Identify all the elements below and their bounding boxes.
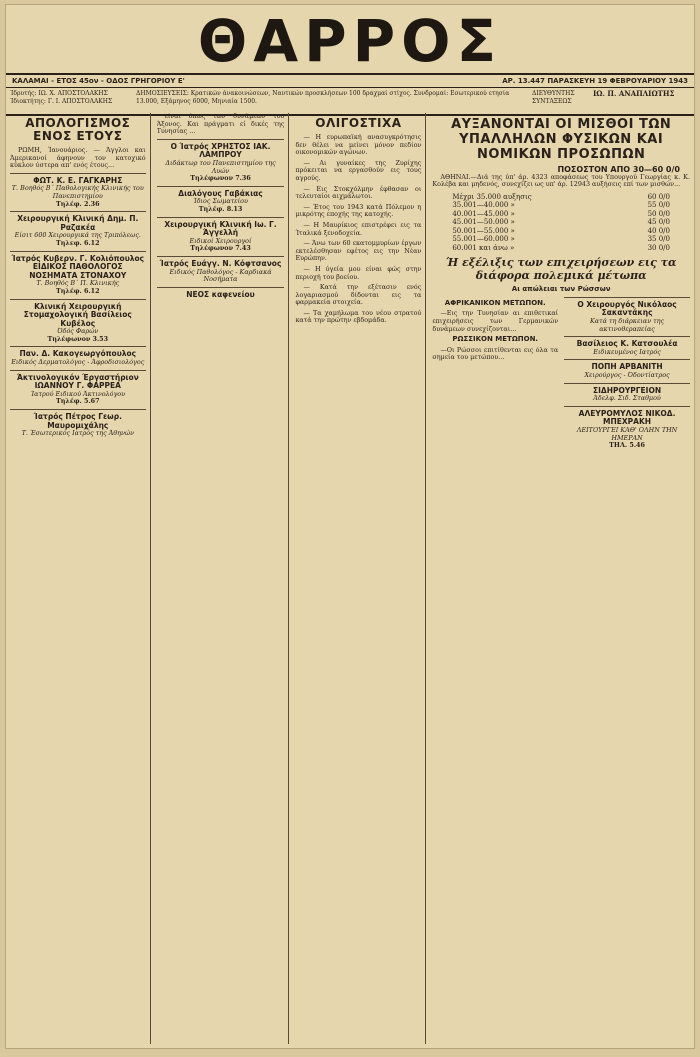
ad-title: ΠΟΠΗ ΑΡΒΑΝΙΤΗ [591, 362, 663, 372]
col1-ad-3 [10, 251, 146, 299]
ad-title: Χειρουργική Κλινική Ιω. Γ. Άγγελλή [164, 219, 277, 238]
col1-ad-6 [10, 370, 146, 409]
ad-title: ΝΕΟΣ καφενείου [186, 289, 255, 299]
table-cell: 30 0/0 [647, 243, 670, 252]
publisher-bar [6, 88, 694, 116]
col1-ad-2 [10, 211, 146, 250]
col4-ad-1 [564, 297, 690, 336]
article-continuation-2: είναι όπως των δυνάμεων του Άξονος. Και πράγματι εί δικές της Τυνησίας ... [156, 113, 285, 136]
war-subcolumns [432, 297, 690, 453]
brief-item: — Η Μαυρίκιος επιστρέφει εις τα Ίταλικά ξενοδοχεία. [295, 220, 422, 237]
col1-ad-5 [10, 346, 146, 369]
col2-ad-4 [157, 256, 285, 287]
table-cell: 40.001—45.000 » [452, 209, 515, 218]
ad-title: ΣΙΔΗΡΟΥΡΓΕΙΟΝ [592, 385, 662, 395]
ad-text: Όδός Φαρών [57, 327, 99, 336]
ad-title: Ο Χειρουργός Νικόλαος Σακαντάκης [577, 299, 677, 318]
table-cell: 45.001—50.000 » [452, 218, 515, 227]
newspaper-page [5, 4, 695, 1049]
col1-ad-7 [10, 409, 146, 441]
article-heading-3: ΟΛΙΓΟΣΤΙΧΑ [315, 116, 402, 130]
ad-text: Τ. Έσωτερικός Ιατρός της Άθηνών [21, 429, 134, 438]
ad-title: Ο Ίατρός ΧΡΗΣΤΟΣ ΙΑΚ. ΛΑΜΠΡΟΥ [170, 141, 271, 160]
table-cell: 35 0/0 [647, 235, 670, 244]
ad-title: ΑΛΕΥΡΟΜΥΛΟΣ ΝΙΚΟΔ. ΜΠΕΧΡΑΚΗ [578, 408, 676, 427]
col2-ad-5 [157, 287, 285, 303]
col2-ad-1 [157, 139, 285, 186]
column-4 [432, 113, 690, 1044]
owner-line: Ίδιοκτήτης: Γ. Ι. ΑΠΟΣΤΟΛΑΚΗΣ [10, 98, 113, 105]
col4-ad-5 [564, 406, 690, 453]
ad-title: Ίατρός Πέτρος Γεωρ. Μαυρομιχάλης [33, 412, 122, 430]
info-left: ΚΑΛΑΜΑΙ - ΕΤΟΣ 45ον - ΟΔΟΣ ΓΡΗΓΟΡΙΟΥ Ε' [12, 77, 185, 85]
col2-ad-3 [157, 217, 285, 256]
african-front-text: —Εις την Τυνησίαν αι επιθετικαί επιχειρήσεις των Γερμανικών δυνάμεων συνεχίζονται... [432, 309, 559, 333]
ad-text: Τ. Βοηθός Β΄ Παθολογικής Κλινικής του Πανεπιστημίου [11, 184, 144, 200]
col4-ad-4 [564, 383, 690, 406]
article-heading-4: ΑΥΞΑΝΟΝΤΑΙ ΟΙ ΜΙΣΘΟΙ ΤΩΝ ΥΠΑΛΛΗΛΩΝ ΦΥΣΙΚΩΝ ΚΑΙ ΝΟΜΙΚΩΝ ΠΡΟΣΩΠΩΝ [451, 117, 672, 162]
ad-phone: Τηλέφ. 5.67 [56, 397, 100, 406]
war-fronts-heading: Ή εξέλιξις των επιχειρήσεων εις τα διάφορα πολεμικά μέτωπα [445, 256, 677, 283]
ad-phone: ΤΗΛ. 5.46 [609, 441, 645, 450]
table-cell: 60 0/0 [647, 192, 670, 201]
ad-text: Είσιτ 600 Χειρουργικά της Τριπόλεως. [14, 231, 141, 240]
editor-name: ΙΩ. Π. ΑΝΑΠΛΙΩΤΗΣ [593, 90, 675, 98]
ad-title: Βασίλειος Κ. Κατσουλέα [576, 339, 678, 349]
ad-title: ΦΩΤ. Κ. Ε. ΓΑΓΚΑΡΗΣ [33, 175, 123, 185]
brief-item: — Εις Στοκχόλμην έφθασαν οι τελευταίοι αιχμάλωτοι. [295, 184, 422, 201]
table-cell: 60.001 και άνω » [452, 243, 515, 252]
russian-losses-heading: Αι απώλειαι των Ρώσσων [511, 285, 611, 294]
col1-ad-4 [10, 299, 146, 347]
russian-front-text: —Οι Ρώσσοι επιτίθενται εις όλα τα σημεία του μετώπου... [432, 345, 559, 362]
article-lead-1: ΡΩΜΗ, Ίανουάριος. — Άγγλοι και Άμερικανοί άφηνουν τον κατοχικό κύκλον ύστερα απ' ενός έτους... [10, 146, 146, 170]
ad-phone: Τηλέφωνον 7.36 [190, 174, 251, 183]
ad-title: Κλινική Χειρουργική Στομαχολογική Βασίλειος Κυβέλος [23, 301, 132, 328]
ad-title: Ίατρός Ευάγγ. Ν. Κόφτσανος [159, 258, 282, 268]
column-3 [295, 113, 426, 1044]
column-1 [10, 113, 151, 1044]
ad-phone: Τηλέφ. 6.12 [56, 286, 100, 295]
table-cell: 50.001—55.000 » [452, 226, 515, 235]
ad-text: ΛΕΙΤΟΥΡΓΕΙ ΚΑΘ' ΟΛΗΝ ΤΗΝ ΗΜΕΡΑΝ [576, 426, 678, 442]
ad-title: Παν. Δ. Κακογεωργόπουλος [19, 349, 137, 359]
table-cell: Μέχρι 35.000 αυξησις [452, 192, 532, 201]
salary-table [452, 193, 670, 253]
brief-item: — Η ύγεία μου είναι φώς στην περιοχή του βοείου. [295, 264, 422, 281]
ad-title: Ίατρός Κυβερν. Γ. Κολιόπουλος ΕΙΔΙΚΟΣ ΠΑΘΟΛΟΓΟΣ ΝΟΣΗΜΑΤΑ ΣΤΟΝΑΧΟΥ [11, 253, 145, 280]
table-row [452, 201, 670, 210]
table-cell: 55 0/0 [647, 201, 670, 210]
columns [10, 113, 690, 1044]
table-row [452, 235, 670, 244]
table-cell: 35.001—40.000 » [452, 201, 515, 210]
ad-text: Ειδικός Δερματολόγος - Άφροδισιολόγος [11, 358, 145, 367]
table-row [452, 193, 670, 202]
ad-text: Ίδιος Σωματείου [193, 197, 248, 206]
table-cell: 45 0/0 [647, 218, 670, 227]
article-heading-1: ΑΠΟΛΟΓΙΣΜΟΣ ΕΝΟΣ ΕΤΟΥΣ [25, 116, 131, 143]
ad-text: Άδελφ. Σιδ. Σταθμού [593, 394, 661, 403]
ad-phone: Τηλέφ. 2.36 [56, 199, 100, 208]
table-cell: 40 0/0 [647, 226, 670, 235]
brief-item: — Αι γυναίκες της Ζυρίχης πρόκειται να εργασθούν εις τους αγρούς. [295, 158, 422, 182]
ad-text: Ειδικευμένος Ιατρός [593, 347, 661, 356]
col4-ad-3 [564, 359, 690, 382]
brief-item: — Κατά την εξέτασιν ενός λογαριασμού δίδονται εις τα φαρμακεία στοιχεία. [295, 283, 422, 307]
info-right: ΑΡ. 13.447 ΠΑΡΑΣΚΕΥΗ 19 ΦΕΒΡΟΥΑΡΙΟΥ 1943 [502, 77, 688, 85]
col4-ad-2 [564, 336, 690, 359]
table-row [452, 227, 670, 236]
ad-text: Ειδικός Παθολόγος - Καρδιακά Νοσήματα [169, 267, 272, 284]
ad-phone: Τηλέφ. 8.13 [198, 204, 243, 213]
ad-title: Άκτινολογικόν Έργαστήριον ΙΩΑΝΝΟΥ Γ. ΦΑΡΡΕΑ [16, 372, 139, 391]
ad-phone: Τηλέφωνον 3.53 [47, 334, 109, 343]
brief-item: — Έτος του 1943 κατά Πόλεμον η μικρότης εποχής της κατοχής. [295, 202, 422, 219]
ad-title: Χειρουργική Κλινική Δημ. Π. Ραζακέα [17, 214, 139, 232]
ad-text: Ειδικοί Χειρουργοί [189, 236, 252, 245]
info-bar [6, 73, 694, 88]
column-2 [157, 113, 290, 1044]
ad-text: Ίατρού Ειδικού Άκτινολόγου [30, 389, 126, 398]
brief-item: — Άνω των 60 εκατομμυρίων έργων εκτελέσθησαν εφέτος εις την Νέαν Ευρώπην. [295, 239, 422, 263]
table-row [452, 218, 670, 227]
table-row [452, 244, 670, 253]
ad-phone: Τηλέφωνον 7.43 [190, 244, 251, 253]
article-lead-4: ΑΘΗΝΑΙ.—Διά της ύπ' άρ. 4323 αποφάσεως του Υπουργού Γεωργίας κ. Κ. Κολέβα και μηδενός, συνεχίζει ως υπ' άρ. 12943 αυξήσεις επί των μισθών... [432, 172, 690, 189]
russian-front-title: ΡΩΣΣΙΚΟΝ ΜΕΤΩΠΟΝ. [452, 335, 539, 344]
african-front-title: ΑΦΡΙΚΑΝΙΚΟΝ ΜΕΤΩΠΟΝ. [444, 298, 546, 307]
ad-phone: Τηλεφ. 6.12 [56, 238, 100, 247]
table-cell: 55.001—60.000 » [452, 235, 515, 244]
col1-ad-1 [10, 173, 146, 211]
masthead [6, 5, 694, 73]
brief-item: — Τα χαμήλωμα του νέου στρατού κατά την πρώτην εβδομάδα. [295, 308, 422, 325]
newspaper-title: ΘΑΡΡΟΣ [197, 7, 503, 75]
ad-text: Χειρούργος - Όδοντίατρος [584, 371, 670, 380]
table-cell: 50 0/0 [647, 209, 670, 218]
col2-ad-2 [157, 186, 285, 217]
table-row [452, 210, 670, 219]
ad-title: Διαλόγους Γαβάκιας [178, 188, 263, 198]
editor-label: ΔΙΕΥΘΥΝΤΗΣ ΣΥΝΤΑΞΕΩΣ [532, 90, 575, 105]
ad-text: Τ. Βοηθός Β΄ Π. Κλινικής [36, 279, 120, 288]
brief-item: — Η ευρωπαϊκή ανασυγκρότησις δεν θέλει να μείνει μόνον πεδίον οικονομικών αγώνων. [295, 133, 422, 157]
percentage-label: ΠΟΣΟΣΤΟΝ ΑΠΟ 30—60 0/0 [557, 165, 680, 174]
ad-text: Διδάκτωρ του Πανεπιστημίου της Λυών [165, 158, 276, 175]
founder-line: Ίδρυτής: ΙΩ. Χ. ΑΠΟΣΤΟΛΑΚΗΣ [10, 90, 108, 97]
subscription-text: ΔΗΜΟΣΙΕΥΣΕΙΣ: Κρατικών άνακοινώσεων, Ναυτικών προσκλήσεων 100 δραχμαί στίχος. Συνδρομαί: Εσωτερικού ετησία 13.000, Εξάμηνος 6000, Μηνιαία 1500. [136, 90, 510, 105]
ad-text: Κατά τη διάρκειαν της ακτινοθεραπείας [590, 317, 665, 333]
